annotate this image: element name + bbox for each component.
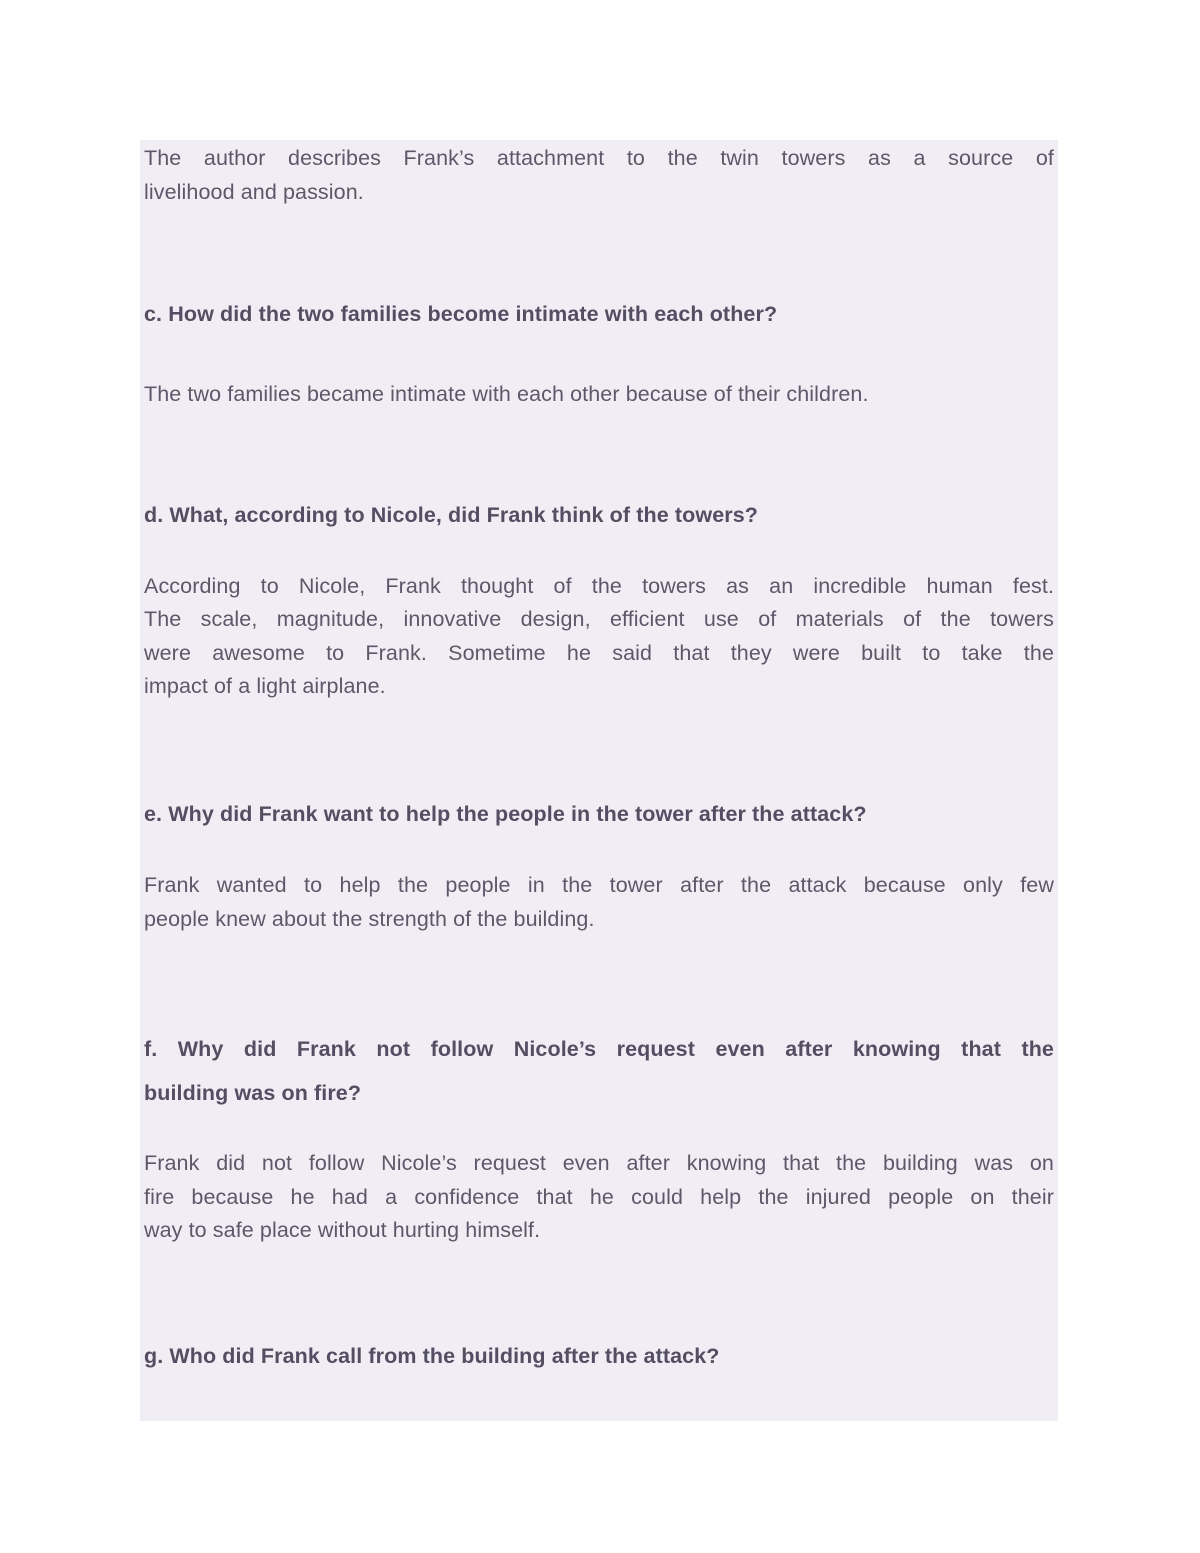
answer-b-paragraph-line: livelihood and passion. [144,179,364,204]
question-f [144,1027,1054,1115]
answer-f-paragraph-line: fire because he had a confidence that he could help the injured people on their [144,1184,1054,1209]
answer-d-paragraph-line: were awesome to Frank. Sometime he said that they were built to take the [144,640,1054,665]
question-f-line: building was on fire? [144,1081,362,1105]
question-d-line: d. What, according to Nicole, did Frank think of the towers? [144,503,759,527]
question-c-line: c. How did the two families become intimate with each other? [144,302,778,326]
answer-c-paragraph [144,378,1054,412]
answer-d-paragraph-line: impact of a light airplane. [144,674,386,698]
answer-b-paragraph [144,142,1054,209]
question-c [144,298,1054,332]
answer-d-paragraph-line: According to Nicole, Frank thought of the towers as an incredible human fest. [144,573,1054,598]
answer-e-paragraph [144,869,1054,936]
answer-f-paragraph [144,1147,1054,1248]
answer-e-paragraph-line: Frank wanted to help the people in the tower after the attack because only few [144,873,1054,897]
answer-e-paragraph-line: people knew about the strength of the building. [144,906,595,931]
highlighted-text-block [140,140,1058,1421]
answer-f-paragraph-line: Frank did not follow Nicole’s request even after knowing that the building was on [144,1151,1054,1175]
question-g-line: g. Who did Frank call from the building after the attack? [144,1343,720,1368]
answer-d-paragraph [144,570,1054,704]
question-f-line: f. Why did Frank not follow Nicole’s request even after knowing that the [144,1037,1054,1061]
question-e [144,798,1054,832]
answer-d-paragraph-line: The scale, magnitude, innovative design, efficient use of materials of the towers [144,607,1054,631]
question-g [144,1340,1054,1374]
answer-b-paragraph-line: The author describes Frank’s attachment to the twin towers as a source of [144,146,1054,170]
answer-c-paragraph-line: The two families became intimate with each other because of their children. [144,381,869,406]
question-d [144,499,1054,533]
question-e-line: e. Why did Frank want to help the people in the tower after the attack? [144,801,867,826]
answer-f-paragraph-line: way to safe place without hurting himself. [144,1218,541,1242]
